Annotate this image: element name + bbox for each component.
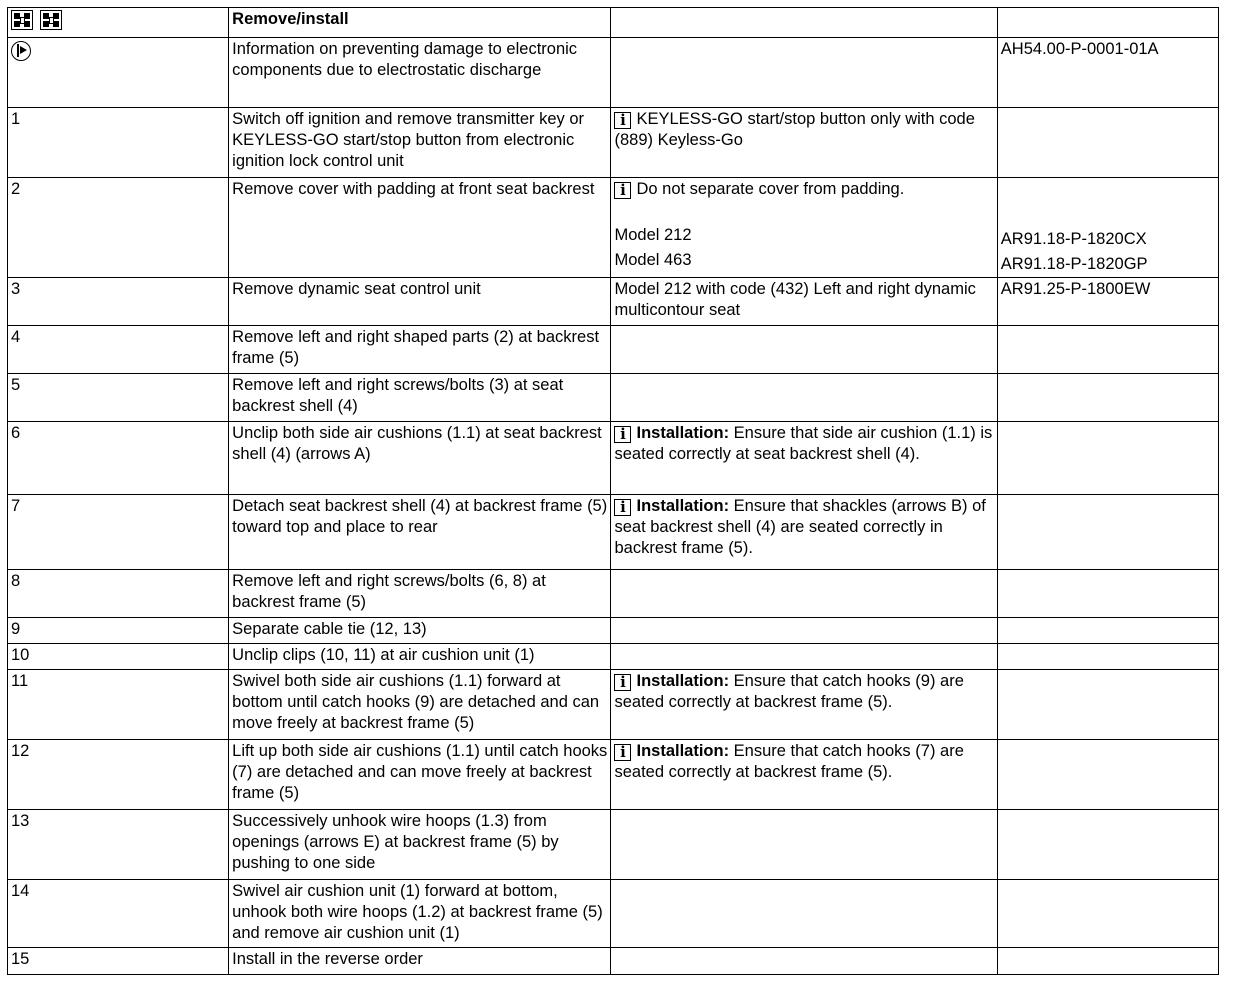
table-row: [8, 278, 1219, 326]
table-row: [8, 644, 1219, 670]
reference-link[interactable]: AR91.25-P-1800EW: [997, 278, 1218, 326]
note-label: Installation:: [636, 424, 730, 442]
info-icon: i: [614, 674, 631, 691]
step-text: Unclip both side air cushions (1.1) at seat backrest shell (4) (arrows A): [229, 422, 611, 495]
table-row: [8, 38, 1219, 108]
step-number: 6: [8, 422, 229, 495]
step-text: Swivel both side air cushions (1.1) forward at bottom until catch hooks (9) are detached and can move freely at backrest frame (5): [229, 670, 611, 740]
note-text: Model 212 with code (432) Left and right dynamic multicontour seat: [611, 278, 997, 326]
step-number: 5: [8, 374, 229, 422]
step-number: 7: [8, 495, 229, 570]
step-text: Successively unhook wire hoops (1.3) from openings (arrows E) at backrest frame (5) by pushing to one side: [229, 810, 611, 880]
model-label: Model 212: [614, 226, 692, 244]
step-text: Lift up both side air cushions (1.1) until catch hooks (7) are detached and can move freely at backrest frame (5): [229, 740, 611, 810]
table-row: [8, 948, 1219, 975]
step-number: 1: [8, 108, 229, 178]
info-icon: i: [614, 112, 631, 129]
remove-icon: [11, 10, 33, 30]
reference-link[interactable]: AR91.18-P-1820GP: [1000, 255, 1148, 273]
note-text: Ensure that shackles (arrows B) of seat backrest shell (4) are seated correctly in backrest frame (5).: [614, 497, 986, 557]
table-row: [8, 618, 1219, 644]
header-title: Remove/install: [229, 8, 611, 38]
reference-link[interactable]: AH54.00-P-0001-01A: [997, 38, 1218, 108]
note-cell: [611, 178, 997, 278]
step-text: Information on preventing damage to electronic components due to electrostatic discharge: [229, 38, 611, 108]
note-cell: [611, 108, 997, 178]
note-text: Ensure that side air cushion (1.1) is seated correctly at seat backrest shell (4).: [614, 424, 993, 463]
note-cell: [611, 422, 997, 495]
note-cell: [611, 495, 997, 570]
info-icon: i: [614, 744, 631, 761]
note-label: Installation:: [636, 742, 730, 760]
step-text: Remove left and right screws/bolts (6, 8) at backrest frame (5): [229, 570, 611, 618]
note-cell: [611, 670, 997, 740]
step-number: 10: [8, 644, 229, 670]
table-row: [8, 880, 1219, 948]
step-number: 13: [8, 810, 229, 880]
note-label: Installation:: [636, 672, 730, 690]
step-number: 8: [8, 570, 229, 618]
step-text: Remove dynamic seat control unit: [229, 278, 611, 326]
table-row: [8, 810, 1219, 880]
table-row: [8, 495, 1219, 570]
info-icon: i: [614, 426, 631, 443]
note-text: KEYLESS-GO start/stop button only with code (889) Keyless-Go: [614, 110, 975, 149]
step-text: Install in the reverse order: [229, 948, 611, 975]
table-row: [8, 670, 1219, 740]
table-row: [8, 740, 1219, 810]
step-number: 15: [8, 948, 229, 975]
install-icon: [40, 10, 62, 30]
esd-icon: [11, 41, 31, 61]
note-text: Ensure that catch hooks (7) are seated correctly at backrest frame (5).: [614, 742, 964, 781]
step-text: Separate cable tie (12, 13): [229, 618, 611, 644]
step-text: Swivel air cushion unit (1) forward at bottom, unhook both wire hoops (1.2) at backrest frame (5) and remove air cushion unit (1): [229, 880, 611, 948]
table-row: [8, 570, 1219, 618]
step-number: 12: [8, 740, 229, 810]
procedure-table: [7, 7, 1219, 975]
header-icons-cell: [8, 8, 229, 38]
header-row: [8, 8, 1219, 38]
step-text: Detach seat backrest shell (4) at backrest frame (5) toward top and place to rear: [229, 495, 611, 570]
info-icon: i: [614, 182, 631, 199]
step-number: 4: [8, 326, 229, 374]
model-label: Model 463: [614, 251, 692, 269]
table-row: [8, 108, 1219, 178]
note-text: Ensure that catch hooks (9) are seated correctly at backrest frame (5).: [614, 672, 964, 711]
step-text: Remove left and right shaped parts (2) at backrest frame (5): [229, 326, 611, 374]
info-icon: i: [614, 499, 631, 516]
step-number: 2: [8, 178, 229, 278]
step-number: 9: [8, 618, 229, 644]
table-row: [8, 326, 1219, 374]
step-text: Switch off ignition and remove transmitter key or KEYLESS-GO start/stop button from electronic ignition lock control unit: [229, 108, 611, 178]
step-number: 3: [8, 278, 229, 326]
table-row: [8, 178, 1219, 278]
step-text: Unclip clips (10, 11) at air cushion unit (1): [229, 644, 611, 670]
step-number: 11: [8, 670, 229, 740]
note-label: Installation:: [636, 497, 730, 515]
step-number: 14: [8, 880, 229, 948]
note-text: Do not separate cover from padding.: [636, 180, 905, 198]
table-row: [8, 422, 1219, 495]
step-text: Remove left and right screws/bolts (3) at seat backrest shell (4): [229, 374, 611, 422]
reference-link[interactable]: AR91.18-P-1820CX: [1000, 230, 1147, 248]
step-text: Remove cover with padding at front seat backrest: [229, 178, 611, 278]
table-row: [8, 374, 1219, 422]
note-cell: [611, 740, 997, 810]
